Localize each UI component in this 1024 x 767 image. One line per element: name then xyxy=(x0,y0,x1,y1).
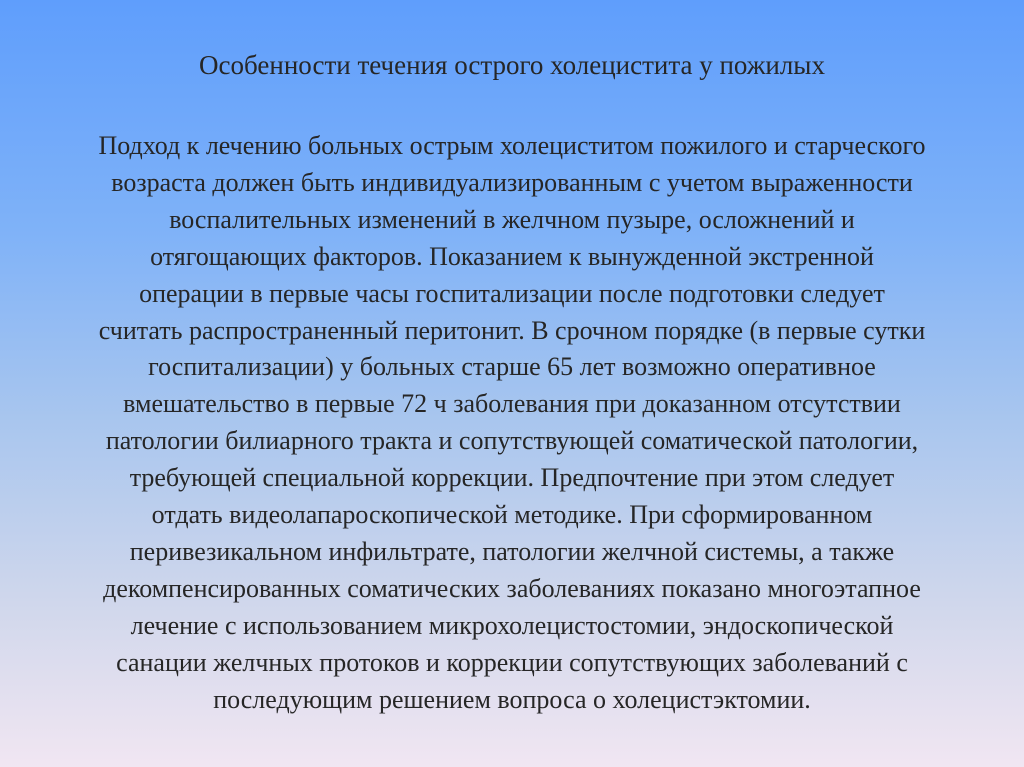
body-line: лечение с использованием микрохолецистостомии, эндоскопической xyxy=(130,610,894,640)
body-line: госпитализации) у больных старше 65 лет возможно оперативное xyxy=(148,352,876,382)
body-line: воспалительных изменений в желчном пузыре, осложнений и xyxy=(169,204,855,234)
body-line: вмешательство в первые 72 ч заболевания при доказанном отсутствии xyxy=(123,389,901,419)
body-line: возраста должен быть индивидуализированным с учетом выраженности xyxy=(111,167,913,197)
body-line: санации желчных протоков и коррекции сопутствующих заболеваний с xyxy=(116,647,908,677)
body-line: требующей специальной коррекции. Предпочтение при этом следует xyxy=(129,463,895,493)
body-line: декомпенсированных соматических заболеваниях показано многоэтапное xyxy=(103,573,921,603)
body-line: последующим решением вопроса о холецистэктомии. xyxy=(213,684,811,714)
body-line: отдать видеолапароскопической методике. При сформированном xyxy=(151,500,873,530)
slide-title: Особенности течения острого холецистита у пожилых xyxy=(199,50,825,80)
body-line: патологии билиарного тракта и сопутствующей соматической патологии, xyxy=(105,426,919,456)
body-line: Подход к лечению больных острым холециститом пожилого и старческого xyxy=(98,131,926,160)
body-line: считать распространенный перитонит. В срочном порядке (в первые сутки xyxy=(98,315,926,345)
body-line: отягощающих факторов. Показанием к вынужденной экстренной xyxy=(150,241,874,271)
body-line: перивезикальном инфильтрате, патологии желчной системы, а также xyxy=(129,536,895,566)
body-line: операции в первые часы госпитализации после подготовки следует xyxy=(139,278,885,308)
slide-body xyxy=(0,128,1024,719)
